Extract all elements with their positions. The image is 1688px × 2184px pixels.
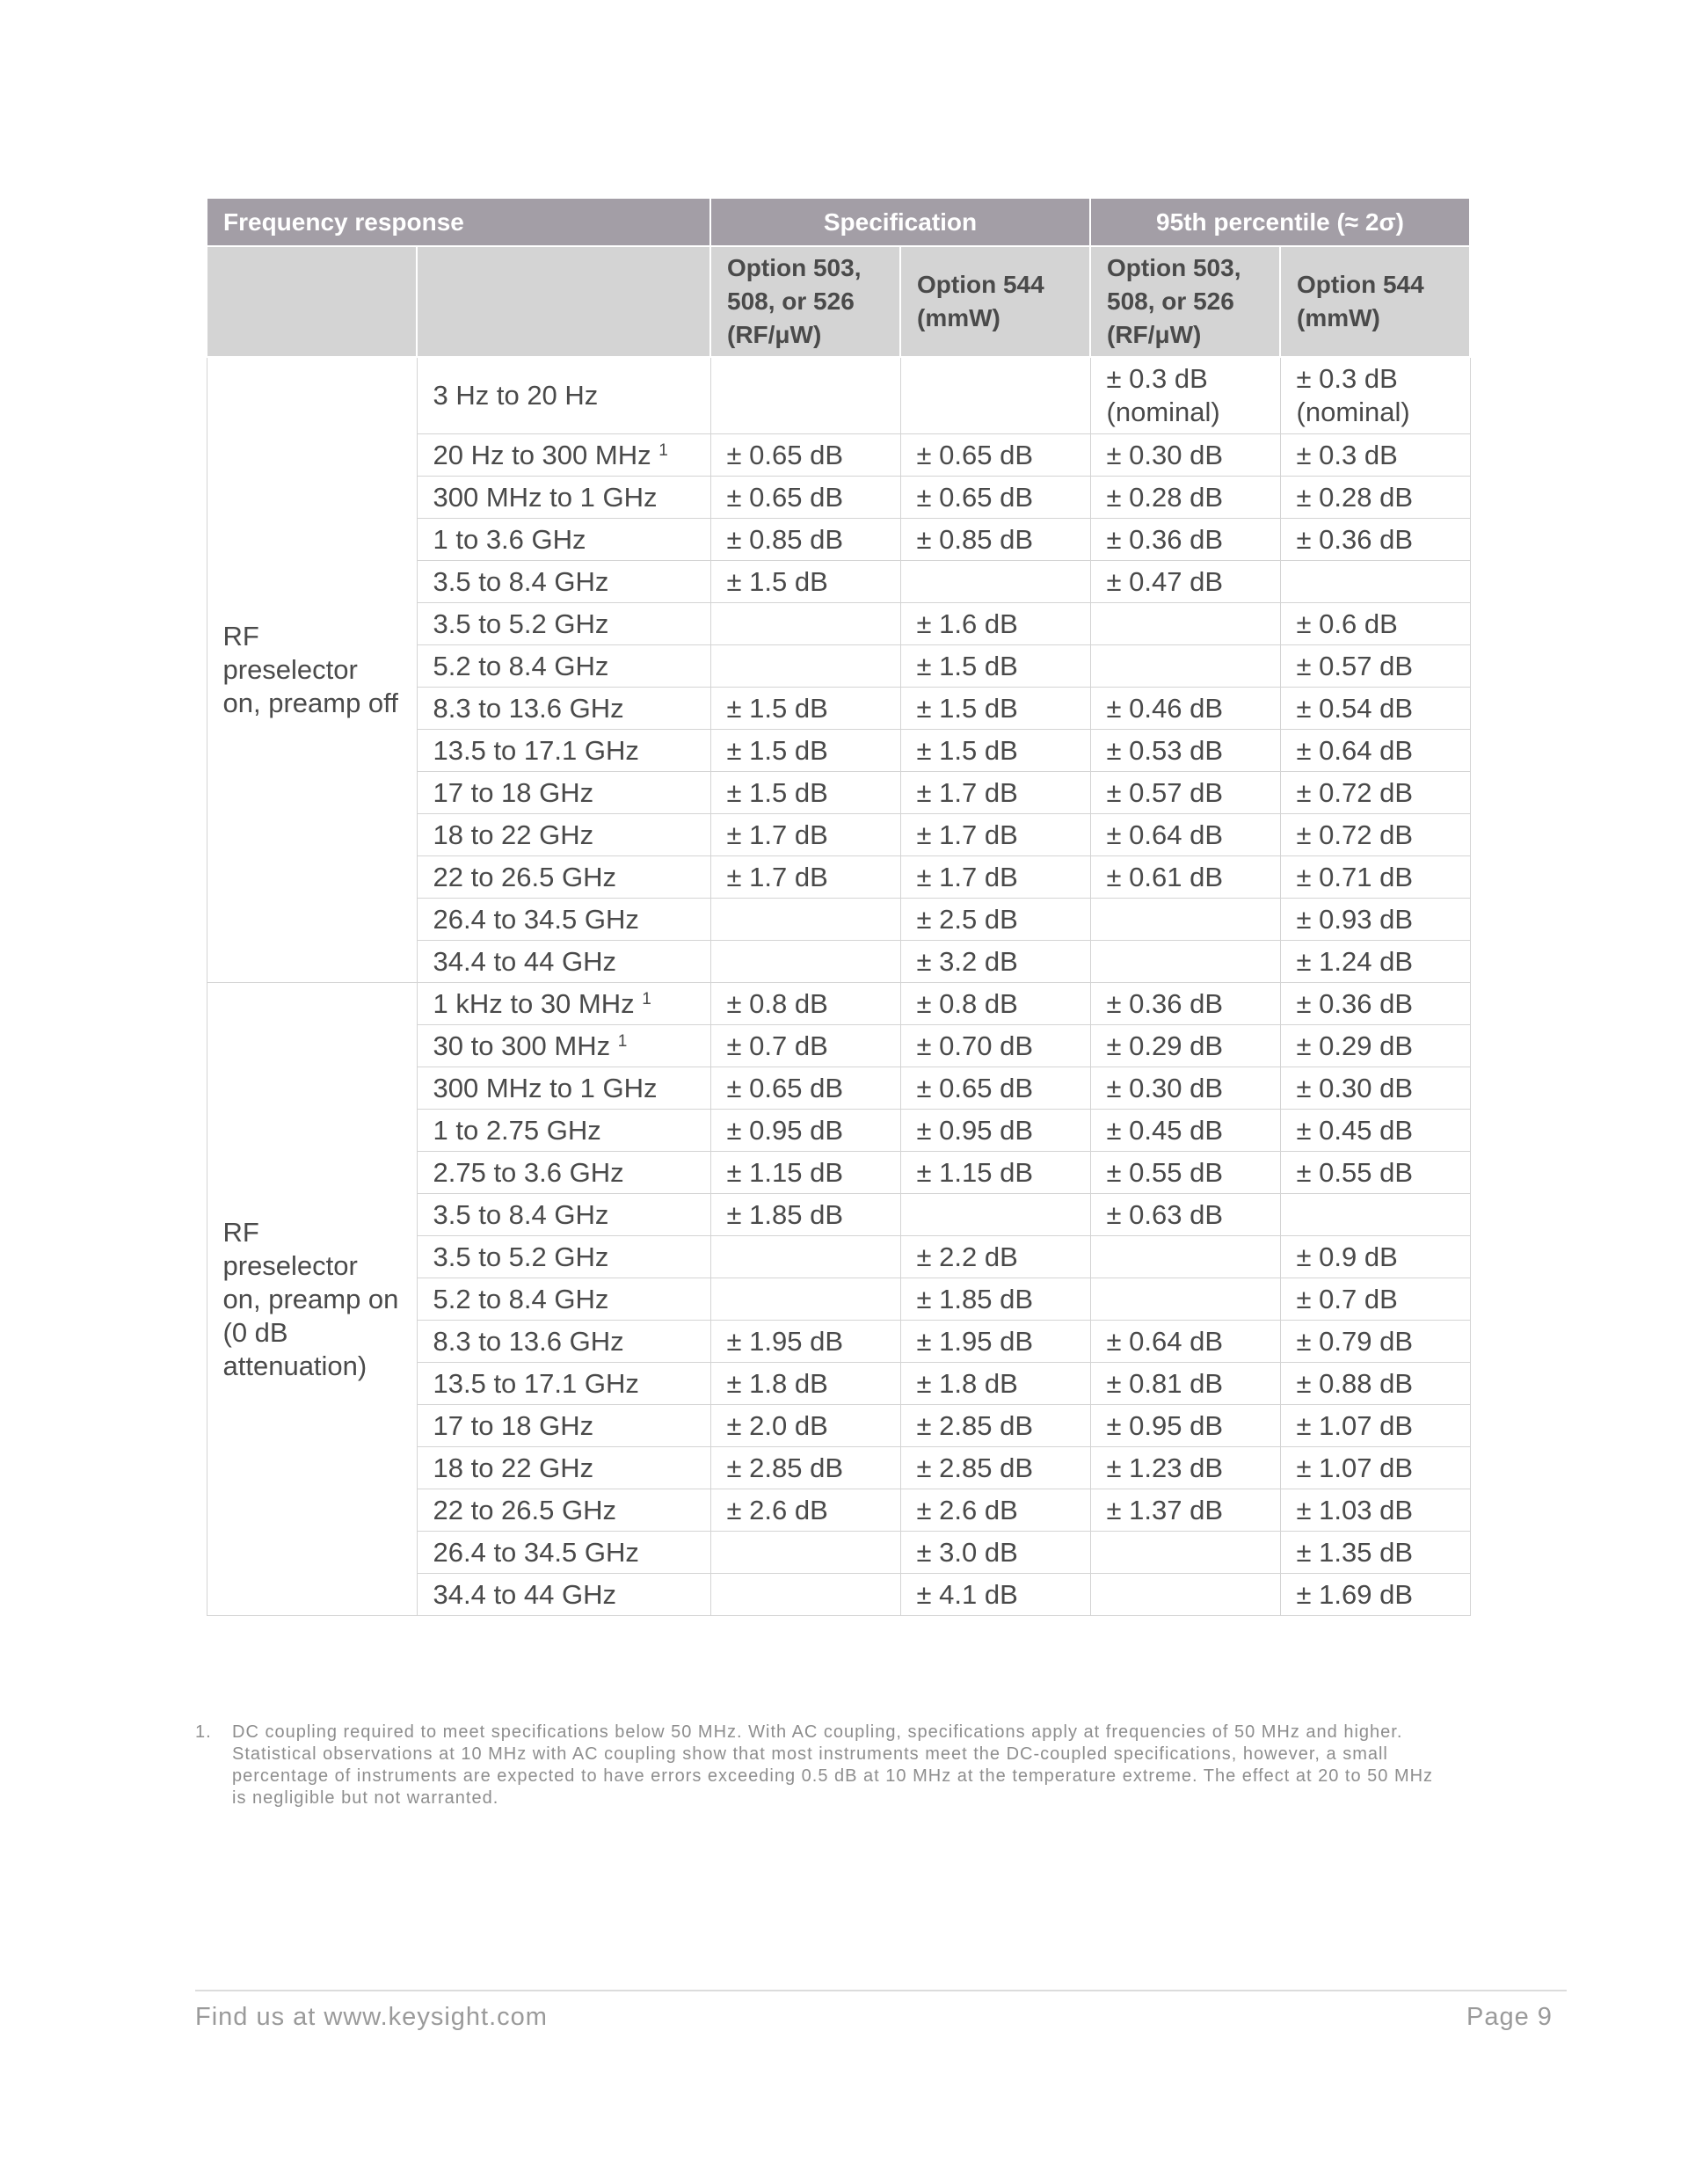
value-spec544: ± 1.5 dB — [900, 730, 1090, 772]
frequency-range-cell — [417, 1067, 710, 1110]
footer-website: Find us at www.keysight.com — [195, 2003, 548, 2031]
value-pct544: ± 0.6 dB — [1280, 603, 1470, 645]
value-pct544: ± 0.88 dB — [1280, 1363, 1470, 1405]
subheader-spec-opt544: Option 544 (mmW) — [900, 246, 1090, 357]
value-spec503 — [710, 1236, 900, 1278]
value-pct503 — [1090, 899, 1280, 941]
table-subheader-row — [207, 246, 1470, 357]
value-pct544: ± 0.72 dB — [1280, 814, 1470, 856]
value-spec503: ± 0.65 dB — [710, 1067, 900, 1110]
value-spec544 — [900, 561, 1090, 603]
subheader-empty-1 — [207, 246, 417, 357]
value-spec544: ± 1.8 dB — [900, 1363, 1090, 1405]
value-spec503: ± 1.7 dB — [710, 814, 900, 856]
value-pct503: ± 0.36 dB — [1090, 519, 1280, 561]
value-pct503: ± 0.45 dB — [1090, 1110, 1280, 1152]
frequency-range-text: 18 to 22 GHz — [433, 1452, 594, 1483]
value-spec503: ± 0.65 dB — [710, 477, 900, 519]
value-pct503: ± 0.46 dB — [1090, 688, 1280, 730]
value-spec544: ± 0.85 dB — [900, 519, 1090, 561]
frequency-range-text: 26.4 to 34.5 GHz — [433, 903, 639, 935]
value-pct503: ± 0.47 dB — [1090, 561, 1280, 603]
frequency-range-cell — [417, 1152, 710, 1194]
frequency-range-cell — [417, 814, 710, 856]
value-pct544 — [1280, 561, 1470, 603]
value-pct503 — [1090, 941, 1280, 983]
frequency-range-text: 300 MHz to 1 GHz — [433, 481, 658, 513]
frequency-range-text: 3.5 to 5.2 GHz — [433, 608, 609, 639]
value-pct503: ± 0.30 dB — [1090, 434, 1280, 477]
value-spec544: ± 3.0 dB — [900, 1532, 1090, 1574]
frequency-range-text: 3.5 to 8.4 GHz — [433, 565, 609, 597]
value-spec544: ± 1.5 dB — [900, 645, 1090, 688]
value-pct503 — [1090, 645, 1280, 688]
value-spec503: ± 1.7 dB — [710, 856, 900, 899]
value-spec503 — [710, 357, 900, 434]
value-spec544: ± 1.5 dB — [900, 688, 1090, 730]
value-spec544: ± 1.7 dB — [900, 772, 1090, 814]
value-pct544: ± 0.57 dB — [1280, 645, 1470, 688]
value-pct544: ± 0.36 dB — [1280, 519, 1470, 561]
footnote-text: DC coupling required to meet specifications below 50 MHz. With AC coupling, specifications apply at frequencies of 50 MHz and higher. Statistical observations at 10 MHz with AC coupling show that most instruments meet the DC-coupled specifications, however, a small percentage of instruments are expected to have errors exceeding 0.5 dB at 10 MHz at the temperature extreme. The effect at 20 to 50 MHz is negligible but not warranted. — [232, 1722, 1434, 1808]
value-spec503: ± 1.5 dB — [710, 772, 900, 814]
subheader-pct-opt544: Option 544 (mmW) — [1280, 246, 1470, 357]
frequency-range-text: 34.4 to 44 GHz — [433, 1578, 617, 1610]
value-pct544: ± 0.79 dB — [1280, 1321, 1470, 1363]
frequency-range-cell — [417, 1447, 710, 1489]
value-pct503: ± 0.30 dB — [1090, 1067, 1280, 1110]
frequency-range-cell — [417, 645, 710, 688]
group-label: RF preselector on, preamp on (0 dB attenuation) — [207, 983, 417, 1616]
table-header-row — [207, 198, 1470, 246]
value-pct544: ± 0.71 dB — [1280, 856, 1470, 899]
frequency-range-cell — [417, 1194, 710, 1236]
value-pct544: ± 0.30 dB — [1280, 1067, 1470, 1110]
group-label: RF preselector on, preamp off — [207, 357, 417, 983]
frequency-range-cell — [417, 856, 710, 899]
value-spec503: ± 2.6 dB — [710, 1489, 900, 1532]
footer-divider — [195, 1990, 1567, 1991]
value-spec544: ± 1.7 dB — [900, 814, 1090, 856]
page-number: Page 9 — [1466, 2003, 1553, 2031]
frequency-range-cell — [417, 1363, 710, 1405]
value-spec503: ± 1.85 dB — [710, 1194, 900, 1236]
frequency-range-cell — [417, 1321, 710, 1363]
frequency-range-cell — [417, 983, 710, 1025]
value-pct503 — [1090, 1236, 1280, 1278]
value-pct503 — [1090, 603, 1280, 645]
frequency-range-cell — [417, 941, 710, 983]
value-spec503: ± 2.0 dB — [710, 1405, 900, 1447]
value-pct544: ± 0.28 dB — [1280, 477, 1470, 519]
footnote-ref: 1 — [617, 1031, 628, 1051]
frequency-range-cell — [417, 1278, 710, 1321]
frequency-range-cell — [417, 772, 710, 814]
value-pct503: ± 0.63 dB — [1090, 1194, 1280, 1236]
table-body — [207, 357, 1470, 1616]
value-spec503: ± 1.5 dB — [710, 730, 900, 772]
frequency-range-cell — [417, 1110, 710, 1152]
value-pct544: ± 1.03 dB — [1280, 1489, 1470, 1532]
frequency-range-cell — [417, 1489, 710, 1532]
value-spec544: ± 1.6 dB — [900, 603, 1090, 645]
header-frequency-response: Frequency response — [207, 198, 710, 246]
value-spec503 — [710, 1574, 900, 1616]
value-pct503 — [1090, 1574, 1280, 1616]
frequency-range-cell — [417, 603, 710, 645]
frequency-range-text: 5.2 to 8.4 GHz — [433, 650, 609, 681]
subheader-spec-opt503: Option 503, 508, or 526 (RF/μW) — [710, 246, 900, 357]
value-pct503: ± 0.61 dB — [1090, 856, 1280, 899]
value-pct503: ± 0.29 dB — [1090, 1025, 1280, 1067]
header-specification: Specification — [710, 198, 1090, 246]
frequency-range-text: 8.3 to 13.6 GHz — [433, 692, 624, 724]
value-pct503: ± 1.23 dB — [1090, 1447, 1280, 1489]
value-pct544: ± 0.3 dB — [1280, 434, 1470, 477]
value-pct503: ± 0.81 dB — [1090, 1363, 1280, 1405]
frequency-range-text: 2.75 to 3.6 GHz — [433, 1156, 624, 1188]
frequency-range-text: 5.2 to 8.4 GHz — [433, 1283, 609, 1314]
frequency-range-cell — [417, 899, 710, 941]
frequency-range-cell — [417, 688, 710, 730]
table-row — [207, 357, 1470, 434]
value-spec544: ± 1.85 dB — [900, 1278, 1090, 1321]
table-row — [207, 983, 1470, 1025]
value-pct503: ± 0.28 dB — [1090, 477, 1280, 519]
value-pct544: ± 1.07 dB — [1280, 1405, 1470, 1447]
value-pct544: ± 1.35 dB — [1280, 1532, 1470, 1574]
value-pct544: ± 0.7 dB — [1280, 1278, 1470, 1321]
frequency-range-cell — [417, 519, 710, 561]
footnote-ref: 1 — [658, 440, 668, 460]
value-pct503: ± 0.3 dB (nominal) — [1090, 357, 1280, 434]
value-spec544: ± 2.2 dB — [900, 1236, 1090, 1278]
frequency-range-text: 8.3 to 13.6 GHz — [433, 1325, 624, 1357]
value-spec503: ± 1.15 dB — [710, 1152, 900, 1194]
value-pct503: ± 0.55 dB — [1090, 1152, 1280, 1194]
value-pct503: ± 0.64 dB — [1090, 814, 1280, 856]
frequency-range-text: 30 to 300 MHz — [433, 1030, 611, 1061]
frequency-range-text: 22 to 26.5 GHz — [433, 861, 617, 892]
value-spec544: ± 1.95 dB — [900, 1321, 1090, 1363]
value-spec544: ± 2.85 dB — [900, 1405, 1090, 1447]
value-spec544: ± 1.15 dB — [900, 1152, 1090, 1194]
value-pct503: ± 0.95 dB — [1090, 1405, 1280, 1447]
frequency-response-table — [206, 197, 1471, 1616]
value-spec544: ± 3.2 dB — [900, 941, 1090, 983]
value-spec544: ± 0.65 dB — [900, 477, 1090, 519]
value-spec503 — [710, 899, 900, 941]
value-spec544: ± 1.7 dB — [900, 856, 1090, 899]
value-pct503: ± 1.37 dB — [1090, 1489, 1280, 1532]
footnote-number: 1. — [195, 1722, 212, 1742]
value-spec544: ± 0.65 dB — [900, 434, 1090, 477]
value-spec503: ± 0.65 dB — [710, 434, 900, 477]
value-pct544: ± 0.54 dB — [1280, 688, 1470, 730]
value-spec544: ± 2.5 dB — [900, 899, 1090, 941]
frequency-range-text: 13.5 to 17.1 GHz — [433, 734, 639, 766]
value-spec544 — [900, 1194, 1090, 1236]
value-spec503: ± 1.95 dB — [710, 1321, 900, 1363]
value-spec544: ± 4.1 dB — [900, 1574, 1090, 1616]
value-spec544: ± 2.6 dB — [900, 1489, 1090, 1532]
value-pct544: ± 0.29 dB — [1280, 1025, 1470, 1067]
value-pct544: ± 0.55 dB — [1280, 1152, 1470, 1194]
value-pct544: ± 0.3 dB (nominal) — [1280, 357, 1470, 434]
value-pct503: ± 0.57 dB — [1090, 772, 1280, 814]
frequency-range-text: 26.4 to 34.5 GHz — [433, 1536, 639, 1568]
frequency-range-text: 3.5 to 8.4 GHz — [433, 1198, 609, 1230]
value-pct544: ± 0.72 dB — [1280, 772, 1470, 814]
value-spec503: ± 1.5 dB — [710, 688, 900, 730]
value-spec503 — [710, 941, 900, 983]
value-spec503: ± 0.8 dB — [710, 983, 900, 1025]
value-spec503: ± 1.5 dB — [710, 561, 900, 603]
frequency-range-cell — [417, 434, 710, 477]
frequency-range-text: 34.4 to 44 GHz — [433, 945, 617, 977]
header-95th-percentile: 95th percentile (≈ 2σ) — [1090, 198, 1470, 246]
frequency-range-text: 13.5 to 17.1 GHz — [433, 1367, 639, 1399]
value-pct544: ± 0.45 dB — [1280, 1110, 1470, 1152]
value-spec503: ± 2.85 dB — [710, 1447, 900, 1489]
frequency-range-cell — [417, 357, 710, 434]
value-spec503: ± 0.7 dB — [710, 1025, 900, 1067]
value-pct503: ± 0.36 dB — [1090, 983, 1280, 1025]
frequency-range-cell — [417, 477, 710, 519]
frequency-range-cell — [417, 1532, 710, 1574]
frequency-range-cell — [417, 730, 710, 772]
value-spec544 — [900, 357, 1090, 434]
footnote-ref: 1 — [642, 989, 651, 1008]
frequency-range-text: 17 to 18 GHz — [433, 776, 594, 808]
value-spec503: ± 1.8 dB — [710, 1363, 900, 1405]
frequency-range-text: 3 Hz to 20 Hz — [433, 380, 599, 411]
value-spec503 — [710, 1278, 900, 1321]
value-spec503 — [710, 1532, 900, 1574]
value-pct544: ± 1.69 dB — [1280, 1574, 1470, 1616]
value-spec544: ± 2.85 dB — [900, 1447, 1090, 1489]
value-pct544: ± 0.9 dB — [1280, 1236, 1470, 1278]
value-pct544: ± 1.24 dB — [1280, 941, 1470, 983]
frequency-range-text: 22 to 26.5 GHz — [433, 1494, 617, 1525]
subheader-pct-opt503: Option 503, 508, or 526 (RF/μW) — [1090, 246, 1280, 357]
value-spec503 — [710, 603, 900, 645]
value-spec544: ± 0.70 dB — [900, 1025, 1090, 1067]
value-pct503 — [1090, 1532, 1280, 1574]
frequency-range-cell — [417, 1236, 710, 1278]
frequency-range-text: 1 to 3.6 GHz — [433, 523, 586, 555]
value-spec544: ± 0.65 dB — [900, 1067, 1090, 1110]
frequency-range-text: 300 MHz to 1 GHz — [433, 1072, 658, 1103]
value-pct544: ± 1.07 dB — [1280, 1447, 1470, 1489]
frequency-range-text: 3.5 to 5.2 GHz — [433, 1241, 609, 1272]
frequency-range-text: 20 Hz to 300 MHz — [433, 439, 651, 470]
frequency-range-text: 18 to 22 GHz — [433, 819, 594, 850]
frequency-range-cell — [417, 1405, 710, 1447]
value-pct544 — [1280, 1194, 1470, 1236]
subheader-empty-2 — [417, 246, 710, 357]
value-spec503: ± 0.85 dB — [710, 519, 900, 561]
footnote — [195, 1722, 1452, 1809]
value-pct503: ± 0.53 dB — [1090, 730, 1280, 772]
frequency-range-cell — [417, 1574, 710, 1616]
frequency-range-cell — [417, 561, 710, 603]
value-pct503 — [1090, 1278, 1280, 1321]
value-pct544: ± 0.93 dB — [1280, 899, 1470, 941]
frequency-range-cell — [417, 1025, 710, 1067]
frequency-range-text: 1 kHz to 30 MHz — [433, 987, 635, 1019]
frequency-range-text: 17 to 18 GHz — [433, 1409, 594, 1441]
value-spec544: ± 0.95 dB — [900, 1110, 1090, 1152]
value-spec503: ± 0.95 dB — [710, 1110, 900, 1152]
value-pct503: ± 0.64 dB — [1090, 1321, 1280, 1363]
value-spec503 — [710, 645, 900, 688]
value-spec544: ± 0.8 dB — [900, 983, 1090, 1025]
value-pct544: ± 0.36 dB — [1280, 983, 1470, 1025]
frequency-range-text: 1 to 2.75 GHz — [433, 1114, 601, 1146]
value-pct544: ± 0.64 dB — [1280, 730, 1470, 772]
